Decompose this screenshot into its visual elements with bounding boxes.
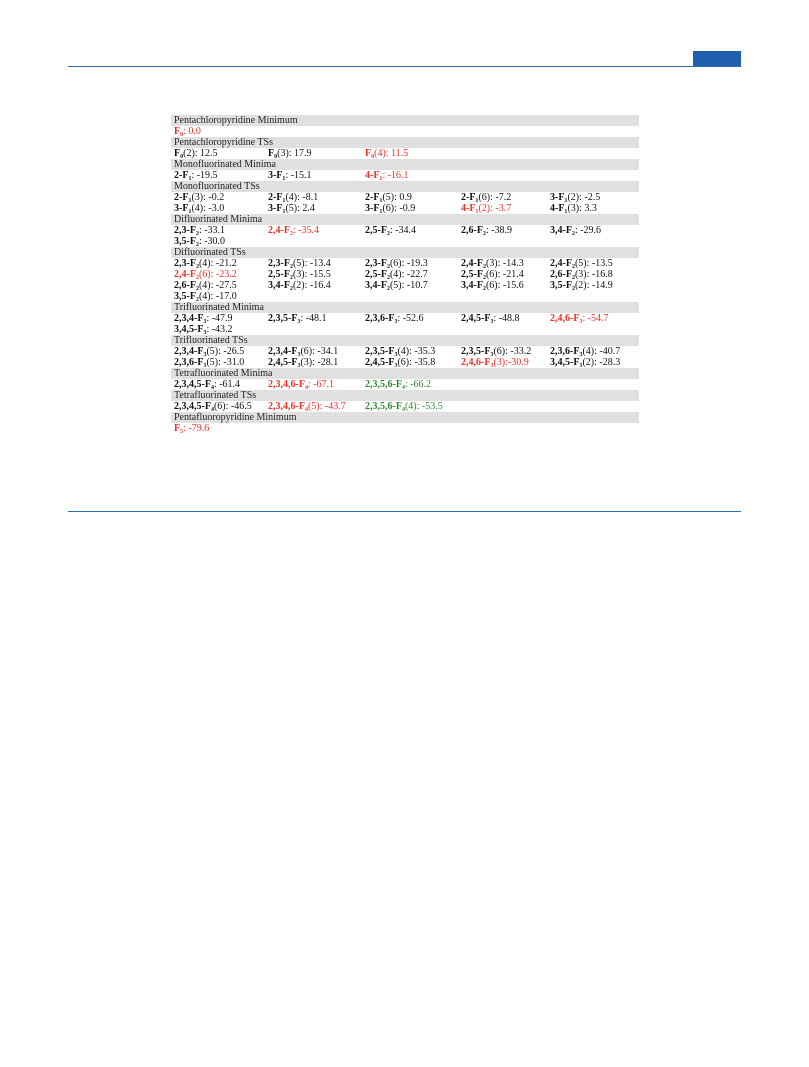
- section-header: Monofluorinated TSs: [171, 181, 639, 192]
- species-label: 2,4-F₂: [268, 225, 293, 236]
- energy-value: (5): -31.0: [206, 357, 245, 368]
- species-label: 3,4-F₂: [461, 280, 486, 291]
- table-cell: [268, 269, 331, 280]
- energy-value: (6): -21.4: [485, 269, 524, 280]
- table-cell: [461, 280, 524, 291]
- species-label: 2,5-F₂: [365, 269, 390, 280]
- species-label: 2,3,5,6-F₄: [365, 401, 405, 412]
- energy-value: : -48.1: [300, 313, 327, 324]
- table-cell: [365, 269, 428, 280]
- table-cell: [365, 401, 443, 412]
- species-label: 2,3,6-F₃: [365, 313, 398, 324]
- table-cell: [461, 225, 512, 236]
- energy-value: (4): -40.7: [582, 346, 621, 357]
- table-row: [171, 225, 639, 236]
- table-cell: [365, 203, 415, 214]
- table-cell: [268, 192, 318, 203]
- energy-value: (4): -17.0: [198, 291, 237, 302]
- species-label: 2,4,6-F₃: [550, 313, 583, 324]
- species-label: F₀: [365, 148, 375, 159]
- energy-value: : -38.9: [485, 225, 513, 236]
- energy-value: (4): -22.7: [389, 269, 428, 280]
- species-label: 2,6-F₂: [174, 280, 199, 291]
- species-label: 2,4,6-F₃: [461, 357, 494, 368]
- species-label: 2,4,5-F₃: [461, 313, 494, 324]
- species-label: 2,3-F₂: [365, 258, 390, 269]
- species-label: 2,4,5-F₃: [268, 357, 301, 368]
- energy-value: (3):-30.9: [493, 357, 529, 368]
- table-cell: [268, 346, 338, 357]
- energy-value: (4): 11.5: [374, 148, 409, 159]
- table-cell: [174, 291, 237, 302]
- section-header: Trifluorinated TSs: [171, 335, 639, 346]
- energy-value: (6): -7.2: [478, 192, 512, 203]
- energy-value: (5): -43.7: [307, 401, 346, 412]
- section-header: Difluorinated Minima: [171, 214, 639, 225]
- energy-value: (4): -21.2: [198, 258, 237, 269]
- species-label: 2,3,4-F₃: [268, 346, 301, 357]
- energy-value: (3): -0.2: [191, 192, 225, 203]
- species-label: 2-F₁: [174, 192, 192, 203]
- table-cell: [461, 357, 529, 368]
- species-label: 2,4-F₂: [550, 258, 575, 269]
- table-cell: [365, 170, 409, 181]
- table-cell: [550, 192, 600, 203]
- energy-value: (3): -15.5: [292, 269, 331, 280]
- species-label: 2,6-F₂: [461, 225, 486, 236]
- table-cell: [461, 269, 524, 280]
- table-row: [171, 192, 639, 203]
- table-cell: [365, 379, 431, 390]
- species-label: 2,3,4,6-F₄: [268, 379, 308, 390]
- energy-value: (3): -14.3: [485, 258, 524, 269]
- energy-value: : -30.0: [198, 236, 226, 247]
- species-label: 2,6-F₂: [550, 269, 575, 280]
- table-cell: [365, 357, 435, 368]
- species-label: 2,3-F₂: [174, 258, 199, 269]
- table-cell: [268, 203, 315, 214]
- table-row: [171, 126, 639, 137]
- species-label: 3,4-F₂: [365, 280, 390, 291]
- energy-value: (4): -8.1: [285, 192, 319, 203]
- section-header: Tetrafluorinated Minima: [171, 368, 639, 379]
- species-label: 3,5-F₂: [174, 291, 199, 302]
- table-row: [171, 148, 639, 159]
- section-header: Monofluorinated Minima: [171, 159, 639, 170]
- energy-value: (6): -35.8: [397, 357, 436, 368]
- energy-value: (6): -46.5: [213, 401, 252, 412]
- species-label: 3,4-F₂: [550, 225, 575, 236]
- species-label: 2,3,5,6-F₄: [365, 379, 405, 390]
- table-row: [171, 423, 639, 434]
- species-label: 4-F₁: [550, 203, 568, 214]
- table-cell: [174, 170, 218, 181]
- table-row: [171, 401, 639, 412]
- table-cell: [461, 192, 511, 203]
- header-rule: [68, 66, 741, 67]
- energy-value: (5): -13.5: [574, 258, 613, 269]
- table-cell: [268, 170, 312, 181]
- section-header: Difluorinated TSs: [171, 247, 639, 258]
- table-cell: [268, 148, 312, 159]
- table-row: [171, 280, 639, 291]
- table-cell: [365, 225, 416, 236]
- species-label: 2-F₁: [174, 170, 192, 181]
- species-label: 2,3,6-F₃: [174, 357, 207, 368]
- table-cell: [365, 346, 435, 357]
- energy-value: : -79.6: [183, 423, 210, 434]
- energy-value: : -16.1: [382, 170, 409, 181]
- energy-value: (3): 17.9: [277, 148, 312, 159]
- species-label: 3,4,5-F₃: [550, 357, 583, 368]
- species-label: 2,3,5-F₃: [268, 313, 301, 324]
- species-label: 2,3,4-F₃: [174, 346, 207, 357]
- table-row: [171, 313, 639, 324]
- energy-value: (5): -10.7: [389, 280, 428, 291]
- species-label: 2,3,5-F₃: [365, 346, 398, 357]
- table-cell: [174, 280, 237, 291]
- table-cell: [174, 379, 240, 390]
- energy-value: (2): -16.4: [292, 280, 331, 291]
- energy-value: (4): -27.5: [198, 280, 237, 291]
- table-cell: [550, 313, 609, 324]
- species-label: 2,4-F₂: [461, 258, 486, 269]
- energy-value: : -34.4: [389, 225, 417, 236]
- species-label: 2,3,4,5-F₄: [174, 401, 214, 412]
- species-label: 2-F₁: [365, 192, 383, 203]
- table-cell: [174, 258, 237, 269]
- table-cell: [174, 401, 252, 412]
- energy-value: : 0.0: [183, 126, 201, 137]
- energy-value: (5): -13.4: [292, 258, 331, 269]
- table-cell: [174, 346, 244, 357]
- energy-value: : -29.6: [574, 225, 602, 236]
- table-row: [171, 357, 639, 368]
- section-header: Pentafluoropyridine Minimum: [171, 412, 639, 423]
- energy-value: (5): -26.5: [206, 346, 245, 357]
- species-label: 3,4,5-F₃: [174, 324, 207, 335]
- species-label: 3-F₁: [174, 203, 192, 214]
- table-cell: [174, 236, 225, 247]
- table-row: [171, 258, 639, 269]
- species-label: 2,3,4-F₃: [174, 313, 207, 324]
- table-cell: [550, 280, 613, 291]
- table-cell: [174, 148, 218, 159]
- species-label: 2,3,4,6-F₄: [268, 401, 308, 412]
- energy-value: (4): -53.5: [404, 401, 443, 412]
- species-label: 3-F₁: [550, 192, 568, 203]
- table-cell: [174, 225, 225, 236]
- energy-value: (4): -3.0: [191, 203, 225, 214]
- energy-value: (3): -16.8: [574, 269, 613, 280]
- energy-value: (2): -14.9: [574, 280, 613, 291]
- table-cell: [268, 280, 331, 291]
- table-row: [171, 291, 639, 302]
- species-label: 2,4,5-F₃: [365, 357, 398, 368]
- table-row: [171, 379, 639, 390]
- table-cell: [174, 192, 224, 203]
- energy-value: (2): 12.5: [183, 148, 218, 159]
- table-row: [171, 324, 639, 335]
- table-cell: [268, 357, 338, 368]
- table-cell: [174, 423, 209, 434]
- energy-value: : -15.1: [285, 170, 312, 181]
- species-label: 3,5-F₂: [550, 280, 575, 291]
- species-label: 2,5-F₂: [461, 269, 486, 280]
- species-label: 2-F₁: [461, 192, 479, 203]
- species-label: 2-F₁: [268, 192, 286, 203]
- species-label: 4-F₁: [365, 170, 383, 181]
- energy-value: (5): 0.9: [382, 192, 412, 203]
- energy-value: (5): 2.4: [285, 203, 315, 214]
- table-cell: [174, 357, 244, 368]
- energy-value: (6): -19.3: [389, 258, 428, 269]
- species-label: F₀: [174, 148, 184, 159]
- table-cell: [268, 258, 331, 269]
- species-label: 4-F₁: [461, 203, 479, 214]
- species-label: 3,5-F₂: [174, 236, 199, 247]
- section-header: Pentachloropyridine Minimum: [171, 115, 639, 126]
- table-cell: [461, 313, 520, 324]
- table-cell: [550, 225, 601, 236]
- energy-value: : -66.2: [404, 379, 432, 390]
- table-row: [171, 346, 639, 357]
- table-cell: [365, 313, 424, 324]
- energy-value: (3): 3.3: [567, 203, 597, 214]
- table-cell: [550, 346, 620, 357]
- energy-value: : -52.6: [397, 313, 424, 324]
- section-header: Trifluorinated Minima: [171, 302, 639, 313]
- energy-value: : -48.8: [493, 313, 520, 324]
- table-row: [171, 269, 639, 280]
- table-cell: [174, 269, 237, 280]
- species-label: 2,5-F₂: [268, 269, 293, 280]
- species-label: 2,3-F₂: [174, 225, 199, 236]
- energy-value: (6): -15.6: [485, 280, 524, 291]
- species-label: F₀: [268, 148, 278, 159]
- energy-value: (2): -2.5: [567, 192, 601, 203]
- table-cell: [174, 203, 224, 214]
- table-cell: [365, 258, 428, 269]
- table-cell: [174, 313, 233, 324]
- table-cell: [174, 324, 233, 335]
- species-label: 2,3,4,5-F₄: [174, 379, 214, 390]
- table-cell: [365, 192, 412, 203]
- table-cell: [365, 148, 408, 159]
- section-header: Tetrafluorinated TSs: [171, 390, 639, 401]
- energy-value: (6): -33.2: [493, 346, 532, 357]
- species-label: 2,5-F₂: [365, 225, 390, 236]
- species-label: 2,3-F₂: [268, 258, 293, 269]
- species-label: 3-F₁: [268, 203, 286, 214]
- species-label: 2,3,5-F₃: [461, 346, 494, 357]
- energy-value: : -61.4: [213, 379, 241, 390]
- species-label: 2,4-F₂: [174, 269, 199, 280]
- table-cell: [365, 280, 428, 291]
- page-tab-marker: [693, 51, 741, 66]
- energy-value: : -35.4: [292, 225, 320, 236]
- energy-table: [171, 115, 639, 434]
- table-row: [171, 236, 639, 247]
- table-cell: [174, 126, 201, 137]
- table-cell: [268, 379, 334, 390]
- table-bottom-rule: [68, 511, 741, 512]
- energy-value: : -54.7: [582, 313, 609, 324]
- table-cell: [268, 401, 346, 412]
- energy-value: (4): -35.3: [397, 346, 436, 357]
- table-cell: [550, 258, 613, 269]
- species-label: F₅: [174, 423, 184, 434]
- energy-value: (3): -28.1: [300, 357, 339, 368]
- table-cell: [550, 269, 613, 280]
- energy-value: (2): -28.3: [582, 357, 621, 368]
- table-row: [171, 203, 639, 214]
- energy-value: : -47.9: [206, 313, 233, 324]
- energy-value: : -33.1: [198, 225, 226, 236]
- section-header: Pentachloropyridine TSs: [171, 137, 639, 148]
- table-cell: [268, 225, 319, 236]
- energy-value: : -43.2: [206, 324, 233, 335]
- energy-value: (2): -3.7: [478, 203, 512, 214]
- species-label: 3,4-F₂: [268, 280, 293, 291]
- table-cell: [550, 203, 597, 214]
- species-label: 3-F₁: [268, 170, 286, 181]
- table-cell: [461, 203, 511, 214]
- table-cell: [461, 258, 524, 269]
- energy-value: : -67.1: [307, 379, 335, 390]
- table-cell: [461, 346, 531, 357]
- energy-value: (6): -23.2: [198, 269, 237, 280]
- species-label: F₀: [174, 126, 184, 137]
- energy-value: : -19.5: [191, 170, 218, 181]
- table-row: [171, 170, 639, 181]
- species-label: 3-F₁: [365, 203, 383, 214]
- species-label: 2,3,6-F₃: [550, 346, 583, 357]
- energy-value: (6): -0.9: [382, 203, 416, 214]
- energy-value: (6): -34.1: [300, 346, 339, 357]
- table-cell: [550, 357, 620, 368]
- table-cell: [268, 313, 327, 324]
